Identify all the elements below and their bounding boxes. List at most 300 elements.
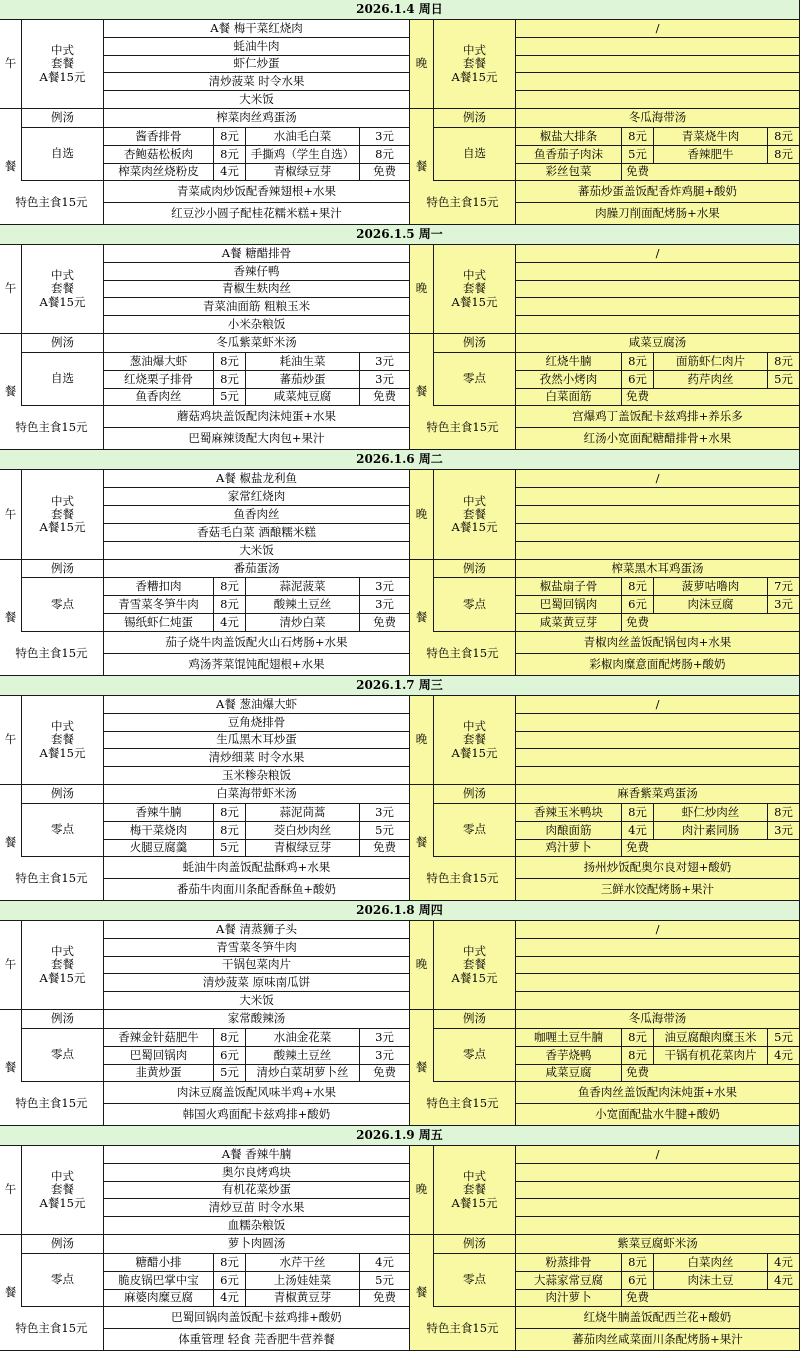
set-meal-item: 香菇毛白菜 酒酿糯米糕 xyxy=(104,524,410,542)
dish-name: 大蒜家常豆腐 xyxy=(516,1272,622,1290)
dish-name: 水油毛白菜 xyxy=(246,128,360,146)
dish-price: 8元 xyxy=(768,146,800,164)
special-item: 蘑菇鸡块盖饭配肉沫炖蛋+水果 xyxy=(104,406,410,428)
extra-label: 零点 xyxy=(434,804,516,857)
dish-name: 香辣玉米鸭块 xyxy=(516,804,622,822)
dish-price: 8元 xyxy=(622,1254,654,1272)
dish-name: 鱼香茄子肉沫 xyxy=(516,146,622,164)
special-item: 蚝油牛肉盖饭配盐酥鸡+水果 xyxy=(104,857,410,879)
dish-price: 3元 xyxy=(768,822,800,840)
dish-name: 葱油爆大虾 xyxy=(104,353,214,371)
dish-name: 肉汁萝卜 xyxy=(516,1290,622,1307)
dish-name: 韭黄炒蛋 xyxy=(104,1065,214,1082)
extra-label: 自选 xyxy=(22,353,104,406)
extra-label: 零点 xyxy=(434,1029,516,1082)
set-meal-item: 豆角烧排骨 xyxy=(104,714,410,732)
dish-name: 青椒绿豆芽 xyxy=(246,164,360,181)
special-item: 番茄牛肉面川条配香酥鱼+酸奶 xyxy=(104,879,410,901)
dish-price: 5元 xyxy=(360,1272,410,1290)
dish-name: 青菜烧牛肉 xyxy=(654,128,768,146)
set-meal-item: 玉米糁杂粮饭 xyxy=(104,767,410,785)
special-label: 特色主食15元 xyxy=(0,632,104,676)
special-item: 巴蜀麻辣烫配大肉包+果汁 xyxy=(104,428,410,450)
dish-name: 咸菜黄豆芽 xyxy=(516,614,622,632)
extra-label: 零点 xyxy=(22,804,104,857)
set-meal-label: 中式 套餐 A餐15元 xyxy=(22,20,104,109)
special-label: 特色主食15元 xyxy=(0,181,104,225)
dinner-side-label-top: 晚 xyxy=(410,1146,434,1235)
dish-name: 香辣牛腩 xyxy=(104,804,214,822)
dish-price: 8元 xyxy=(214,128,246,146)
dinner-side-label-bottom: 餐 xyxy=(410,1235,434,1351)
special-label: 特色主食15元 xyxy=(0,857,104,901)
set-meal-item: 小米杂粮饭 xyxy=(104,316,410,334)
dish-name: 蒜泥菠菜 xyxy=(246,578,360,596)
soup-label: 例汤 xyxy=(434,560,516,578)
dish-name: 梅干菜烧肉 xyxy=(104,822,214,840)
dish-name: 香芋烧鸭 xyxy=(516,1047,622,1065)
set-meal-item: 有机花菜炒蛋 xyxy=(104,1182,410,1199)
dish-price: 8元 xyxy=(214,1254,246,1272)
dish-name: 白菜面筋 xyxy=(516,389,622,406)
lunch-side-label-top: 午 xyxy=(0,921,22,1010)
dish-price: 4元 xyxy=(214,164,246,181)
dish-name: 脆皮锅巴掌中宝 xyxy=(104,1272,214,1290)
dish-price: 免费 xyxy=(360,389,410,406)
set-meal-item xyxy=(516,73,800,91)
special-item: 红汤小宽面配糖醋排骨+水果 xyxy=(516,428,800,450)
set-meal-label: 中式 套餐 A餐15元 xyxy=(22,921,104,1010)
set-meal-item: 青雪菜冬笋牛肉 xyxy=(104,939,410,957)
set-meal-item xyxy=(516,91,800,109)
lunch-side-label-bottom: 餐 xyxy=(0,1235,22,1351)
dish-price: 5元 xyxy=(622,146,654,164)
extra-label: 零点 xyxy=(434,353,516,406)
dish-name: 药芹肉丝 xyxy=(654,371,768,389)
dish-name: 火腿豆腐羹 xyxy=(104,840,214,857)
dish-name: 手撕鸡（学生自选） xyxy=(246,146,360,164)
dish-name: 粉蒸排骨 xyxy=(516,1254,622,1272)
dish-price: 6元 xyxy=(622,1272,654,1290)
dish-name: 红烧牛腩 xyxy=(516,353,622,371)
soup-value: 冬瓜海带汤 xyxy=(516,1010,800,1029)
set-meal-item xyxy=(516,263,800,281)
dinner-side-label-top: 晚 xyxy=(410,696,434,785)
dish-name: 杏鲍菇松板肉 xyxy=(104,146,214,164)
dish-name: 水油金花菜 xyxy=(246,1029,360,1047)
set-meal-item: 鱼香肉丝 xyxy=(104,506,410,524)
set-meal-item: 干锅包菜肉片 xyxy=(104,957,410,974)
dish-name: 巴蜀回锅肉 xyxy=(516,596,622,614)
set-meal-label: 中式 套餐 A餐15元 xyxy=(22,470,104,560)
dinner-side-label-bottom: 餐 xyxy=(410,560,434,676)
dish-price: 6元 xyxy=(622,371,654,389)
special-item: 茄子烧牛肉盖饭配火山石烤肠+水果 xyxy=(104,632,410,654)
soup-value: 紫菜豆腐虾米汤 xyxy=(516,1235,800,1254)
dish-price: 3元 xyxy=(360,371,410,389)
dish-price: 5元 xyxy=(768,371,800,389)
dish-price: 4元 xyxy=(768,1254,800,1272)
special-item: 蕃茄炒蛋盖饭配香炸鸡腿+酸奶 xyxy=(516,181,800,203)
dish-price: 8元 xyxy=(360,146,410,164)
dish-price: 8元 xyxy=(768,804,800,822)
special-item: 体重管理 轻食 芫香肥牛营养餐 xyxy=(104,1329,410,1351)
dish-price: 3元 xyxy=(360,1047,410,1065)
dinner-side-label-bottom: 餐 xyxy=(410,785,434,901)
soup-label: 例汤 xyxy=(22,1010,104,1029)
dish-name: 咸菜炖豆腐 xyxy=(246,389,360,406)
dish-price: 6元 xyxy=(214,1047,246,1065)
dish-name: 清炒白菜胡萝卜丝 xyxy=(246,1065,360,1082)
dinner-side-label-bottom: 餐 xyxy=(410,1010,434,1126)
set-meal-item xyxy=(516,1164,800,1182)
dish-name: 酸辣土豆丝 xyxy=(246,596,360,614)
dish-name: 青雪菜冬笋牛肉 xyxy=(104,596,214,614)
set-meal-item xyxy=(516,38,800,56)
set-meal-item: / xyxy=(516,245,800,263)
set-meal-item xyxy=(516,281,800,298)
dinner-side-label-top: 晚 xyxy=(410,921,434,1010)
dish-price: 免费 xyxy=(622,840,800,857)
dish-name: 糖醋小排 xyxy=(104,1254,214,1272)
lunch-side-label-top: 午 xyxy=(0,696,22,785)
special-item: 蕃茄肉丝咸菜面川条配烤肠+果汁 xyxy=(516,1329,800,1351)
dish-price: 4元 xyxy=(360,1254,410,1272)
special-label: 特色主食15元 xyxy=(0,1082,104,1126)
dish-price: 8元 xyxy=(622,578,654,596)
dish-price: 免费 xyxy=(360,1065,410,1082)
dish-price: 5元 xyxy=(214,389,246,406)
dish-price: 8元 xyxy=(622,128,654,146)
soup-value: 榨菜黑木耳鸡蛋汤 xyxy=(516,560,800,578)
dish-price: 3元 xyxy=(360,128,410,146)
lunch-side-label-top: 午 xyxy=(0,245,22,334)
special-item: 鱼香肉丝盖饭配肉沫炖蛋+水果 xyxy=(516,1082,800,1104)
set-meal-item xyxy=(516,1199,800,1217)
dish-price: 3元 xyxy=(360,578,410,596)
set-meal-item: 香辣仔鸭 xyxy=(104,263,410,281)
dish-name: 孜然小烤肉 xyxy=(516,371,622,389)
set-meal-item xyxy=(516,732,800,749)
dish-price: 8元 xyxy=(214,371,246,389)
dish-name: 彩丝包菜 xyxy=(516,164,622,181)
special-item: 红烧牛腩盖饭配西兰花+酸奶 xyxy=(516,1307,800,1329)
special-item: 扬州炒饭配奥尔良对翅+酸奶 xyxy=(516,857,800,879)
dish-price: 8元 xyxy=(214,146,246,164)
day-header: 2026.1.6 周二 xyxy=(0,450,800,470)
set-meal-item xyxy=(516,992,800,1010)
set-meal-item xyxy=(516,506,800,524)
day-header: 2026.1.5 周一 xyxy=(0,225,800,245)
soup-label: 例汤 xyxy=(22,785,104,804)
dish-name: 椒盐扇子骨 xyxy=(516,578,622,596)
special-item: 红豆沙小圆子配桂花糯米糕+果汁 xyxy=(104,203,410,225)
dish-price: 免费 xyxy=(622,1065,800,1082)
dish-price: 免费 xyxy=(360,1290,410,1307)
soup-label: 例汤 xyxy=(434,334,516,353)
special-item: 小宽面配盐水牛腱+酸奶 xyxy=(516,1104,800,1126)
dish-name: 水芹干丝 xyxy=(246,1254,360,1272)
special-item: 韩国火鸡面配卡兹鸡排+酸奶 xyxy=(104,1104,410,1126)
dish-price: 6元 xyxy=(622,596,654,614)
dish-price: 8元 xyxy=(214,578,246,596)
set-meal-item xyxy=(516,1182,800,1199)
set-meal-item: / xyxy=(516,20,800,38)
set-meal-item: 奥尔良烤鸡块 xyxy=(104,1164,410,1182)
dinner-side-label-top: 晚 xyxy=(410,245,434,334)
dinner-side-label-bottom: 餐 xyxy=(410,109,434,225)
dish-price: 8元 xyxy=(622,804,654,822)
set-meal-label: 中式 套餐 A餐15元 xyxy=(434,470,516,560)
day-header: 2026.1.9 周五 xyxy=(0,1126,800,1146)
dish-price: 8元 xyxy=(622,353,654,371)
set-meal-item: A餐 糖醋排骨 xyxy=(104,245,410,263)
special-item: 青椒肉丝盖饭配锅包肉+水果 xyxy=(516,632,800,654)
set-meal-item: A餐 椒盐龙利鱼 xyxy=(104,470,410,488)
set-meal-item: 虾仁炒蛋 xyxy=(104,56,410,73)
dish-price: 3元 xyxy=(360,804,410,822)
dish-price: 7元 xyxy=(768,578,800,596)
dish-price: 5元 xyxy=(214,1065,246,1082)
set-meal-label: 中式 套餐 A餐15元 xyxy=(434,1146,516,1235)
dish-price: 8元 xyxy=(622,1047,654,1065)
dish-name: 上汤娃娃菜 xyxy=(246,1272,360,1290)
soup-value: 白菜海带虾米汤 xyxy=(104,785,410,804)
dish-name: 酱香排骨 xyxy=(104,128,214,146)
dish-name: 清炒白菜 xyxy=(246,614,360,632)
set-meal-item xyxy=(516,298,800,316)
set-meal-item xyxy=(516,714,800,732)
dish-name: 酸辣土豆丝 xyxy=(246,1047,360,1065)
dish-name: 香辣金针菇肥牛 xyxy=(104,1029,214,1047)
set-meal-item: / xyxy=(516,1146,800,1164)
dish-price: 免费 xyxy=(360,614,410,632)
soup-label: 例汤 xyxy=(434,785,516,804)
dish-name: 鱼香肉丝 xyxy=(104,389,214,406)
set-meal-label: 中式 套餐 A餐15元 xyxy=(434,696,516,785)
soup-label: 例汤 xyxy=(434,1235,516,1254)
special-label: 特色主食15元 xyxy=(410,857,516,901)
soup-label: 例汤 xyxy=(22,560,104,578)
dish-name: 麻婆肉糜豆腐 xyxy=(104,1290,214,1307)
extra-label: 自选 xyxy=(22,128,104,181)
set-meal-item: A餐 香辣牛腩 xyxy=(104,1146,410,1164)
dish-name: 油豆腐酿肉糜玉米 xyxy=(654,1029,768,1047)
lunch-side-label-bottom: 餐 xyxy=(0,560,22,676)
set-meal-item: / xyxy=(516,921,800,939)
special-item: 三鲜水饺配烤肠+果汁 xyxy=(516,879,800,901)
dish-price: 3元 xyxy=(360,1029,410,1047)
dish-name: 咖喱土豆牛腩 xyxy=(516,1029,622,1047)
special-label: 特色主食15元 xyxy=(0,1307,104,1351)
soup-value: 番茄蛋汤 xyxy=(104,560,410,578)
extra-label: 零点 xyxy=(22,1254,104,1307)
extra-label: 零点 xyxy=(22,578,104,632)
dish-name: 红烧栗子排骨 xyxy=(104,371,214,389)
set-meal-item: 清炒菠菜 时令水果 xyxy=(104,73,410,91)
dish-price: 8元 xyxy=(214,804,246,822)
dish-price: 8元 xyxy=(622,1029,654,1047)
soup-label: 例汤 xyxy=(22,1235,104,1254)
set-meal-item: 清炒细菜 时令水果 xyxy=(104,749,410,767)
lunch-side-label-top: 午 xyxy=(0,1146,22,1235)
dish-price: 5元 xyxy=(768,1029,800,1047)
dish-price: 8元 xyxy=(768,128,800,146)
special-label: 特色主食15元 xyxy=(410,1307,516,1351)
extra-label: 零点 xyxy=(22,1029,104,1082)
lunch-side-label-bottom: 餐 xyxy=(0,109,22,225)
dish-price: 4元 xyxy=(214,614,246,632)
dish-price: 8元 xyxy=(214,353,246,371)
special-label: 特色主食15元 xyxy=(410,632,516,676)
dish-name: 蕃茄炒蛋 xyxy=(246,371,360,389)
extra-label: 自选 xyxy=(434,128,516,181)
extra-label: 零点 xyxy=(434,1254,516,1307)
special-item: 宫爆鸡丁盖饭配卡兹鸡排+养乐多 xyxy=(516,406,800,428)
dish-name: 虾仁炒肉丝 xyxy=(654,804,768,822)
special-label: 特色主食15元 xyxy=(0,406,104,450)
set-meal-item xyxy=(516,56,800,73)
set-meal-item: 家常红烧肉 xyxy=(104,488,410,506)
dish-price: 6元 xyxy=(214,1272,246,1290)
soup-value: 萝卜肉圆汤 xyxy=(104,1235,410,1254)
dish-name: 香糟扣肉 xyxy=(104,578,214,596)
dish-price: 免费 xyxy=(622,164,800,181)
set-meal-item: 清炒豆苗 时令水果 xyxy=(104,1199,410,1217)
special-label: 特色主食15元 xyxy=(410,181,516,225)
dish-name: 耗油生菜 xyxy=(246,353,360,371)
set-meal-item xyxy=(516,939,800,957)
dish-price: 4元 xyxy=(768,1047,800,1065)
dish-price: 免费 xyxy=(360,840,410,857)
dish-price: 3元 xyxy=(768,596,800,614)
dish-price: 3元 xyxy=(360,596,410,614)
soup-label: 例汤 xyxy=(434,109,516,128)
soup-value: 榨菜肉丝鸡蛋汤 xyxy=(104,109,410,128)
set-meal-item xyxy=(516,1217,800,1235)
dish-name: 肉酿面筋 xyxy=(516,822,622,840)
set-meal-item xyxy=(516,767,800,785)
dish-price: 免费 xyxy=(622,1290,800,1307)
special-item: 青菜咸肉炒饭配香辣翅根+水果 xyxy=(104,181,410,203)
dish-name: 菠萝咕噜肉 xyxy=(654,578,768,596)
set-meal-item: 青菜油面筋 粗粮玉米 xyxy=(104,298,410,316)
set-meal-item: A餐 梅干菜红烧肉 xyxy=(104,20,410,38)
dish-price: 4元 xyxy=(214,1290,246,1307)
dish-price: 8元 xyxy=(214,1029,246,1047)
set-meal-item: 蚝油牛肉 xyxy=(104,38,410,56)
dish-name: 巴蜀回锅肉 xyxy=(104,1047,214,1065)
lunch-side-label-bottom: 餐 xyxy=(0,1010,22,1126)
dish-name: 青椒黄豆芽 xyxy=(246,1290,360,1307)
dish-price: 4元 xyxy=(622,822,654,840)
set-meal-item: / xyxy=(516,470,800,488)
dinner-side-label-top: 晚 xyxy=(410,470,434,560)
set-meal-item: 生瓜黑木耳炒蛋 xyxy=(104,732,410,749)
soup-label: 例汤 xyxy=(22,109,104,128)
set-meal-item: 大米饭 xyxy=(104,542,410,560)
dish-price: 5元 xyxy=(214,840,246,857)
set-meal-item xyxy=(516,974,800,992)
lunch-side-label-bottom: 餐 xyxy=(0,785,22,901)
soup-value: 咸菜豆腐汤 xyxy=(516,334,800,353)
set-meal-item: / xyxy=(516,696,800,714)
set-meal-item: 大米饭 xyxy=(104,992,410,1010)
special-item: 肉沫豆腐盖饭配风味半鸡+水果 xyxy=(104,1082,410,1104)
soup-value: 家常酸辣汤 xyxy=(104,1010,410,1029)
lunch-side-label-top: 午 xyxy=(0,470,22,560)
day-header: 2026.1.8 周四 xyxy=(0,901,800,921)
dinner-side-label-bottom: 餐 xyxy=(410,334,434,450)
special-label: 特色主食15元 xyxy=(410,1082,516,1126)
dish-price: 8元 xyxy=(214,822,246,840)
dish-name: 干锅有机花菜肉片 xyxy=(654,1047,768,1065)
soup-label: 例汤 xyxy=(434,1010,516,1029)
lunch-side-label-bottom: 餐 xyxy=(0,334,22,450)
dish-name: 蒜泥茼蒿 xyxy=(246,804,360,822)
set-meal-item xyxy=(516,749,800,767)
soup-value: 冬瓜紫菜虾米汤 xyxy=(104,334,410,353)
day-header: 2026.1.7 周三 xyxy=(0,676,800,696)
set-meal-label: 中式 套餐 A餐15元 xyxy=(22,245,104,334)
soup-value: 麻香紫菜鸡蛋汤 xyxy=(516,785,800,804)
set-meal-label: 中式 套餐 A餐15元 xyxy=(22,696,104,785)
dish-name: 咸菜豆腐 xyxy=(516,1065,622,1082)
special-item: 巴蜀回锅肉盖饭配卡兹鸡排+酸奶 xyxy=(104,1307,410,1329)
dish-name: 肉沫豆腐 xyxy=(654,596,768,614)
day-header: 2026.1.4 周日 xyxy=(0,0,800,20)
dish-name: 锡纸虾仁炖蛋 xyxy=(104,614,214,632)
set-meal-item xyxy=(516,542,800,560)
extra-label: 零点 xyxy=(434,578,516,632)
set-meal-item: 大米饭 xyxy=(104,91,410,109)
set-meal-item: 清炒菠菜 原味南瓜饼 xyxy=(104,974,410,992)
set-meal-label: 中式 套餐 A餐15元 xyxy=(22,1146,104,1235)
dish-name: 肉汁素同肠 xyxy=(654,822,768,840)
dish-name: 青椒绿豆芽 xyxy=(246,840,360,857)
dish-name: 茭白炒肉丝 xyxy=(246,822,360,840)
set-meal-item: A餐 葱油爆大虾 xyxy=(104,696,410,714)
set-meal-label: 中式 套餐 A餐15元 xyxy=(434,921,516,1010)
lunch-side-label-top: 午 xyxy=(0,20,22,109)
set-meal-label: 中式 套餐 A餐15元 xyxy=(434,245,516,334)
dish-price: 8元 xyxy=(214,596,246,614)
dish-name: 椒盐大排条 xyxy=(516,128,622,146)
dish-name: 香辣肥牛 xyxy=(654,146,768,164)
set-meal-item: 青椒生麸肉丝 xyxy=(104,281,410,298)
soup-label: 例汤 xyxy=(22,334,104,353)
set-meal-item xyxy=(516,488,800,506)
special-item: 肉臊刀削面配烤肠+水果 xyxy=(516,203,800,225)
dish-price: 8元 xyxy=(768,353,800,371)
dish-name: 肉沫土豆 xyxy=(654,1272,768,1290)
dish-price: 免费 xyxy=(360,164,410,181)
dish-name: 榨菜肉丝烧粉皮 xyxy=(104,164,214,181)
dish-price: 3元 xyxy=(360,353,410,371)
dish-name: 面筋虾仁肉片 xyxy=(654,353,768,371)
set-meal-item xyxy=(516,524,800,542)
special-item: 彩椒肉糜意面配烤肠+酸奶 xyxy=(516,654,800,676)
set-meal-item xyxy=(516,316,800,334)
set-meal-item xyxy=(516,957,800,974)
dish-price: 4元 xyxy=(768,1272,800,1290)
dish-name: 白菜肉丝 xyxy=(654,1254,768,1272)
soup-value: 冬瓜海带汤 xyxy=(516,109,800,128)
dish-price: 免费 xyxy=(622,389,800,406)
dish-price: 5元 xyxy=(360,822,410,840)
set-meal-item: A餐 清蒸狮子头 xyxy=(104,921,410,939)
special-item: 鸡汤荠菜馄饨配翅根+水果 xyxy=(104,654,410,676)
